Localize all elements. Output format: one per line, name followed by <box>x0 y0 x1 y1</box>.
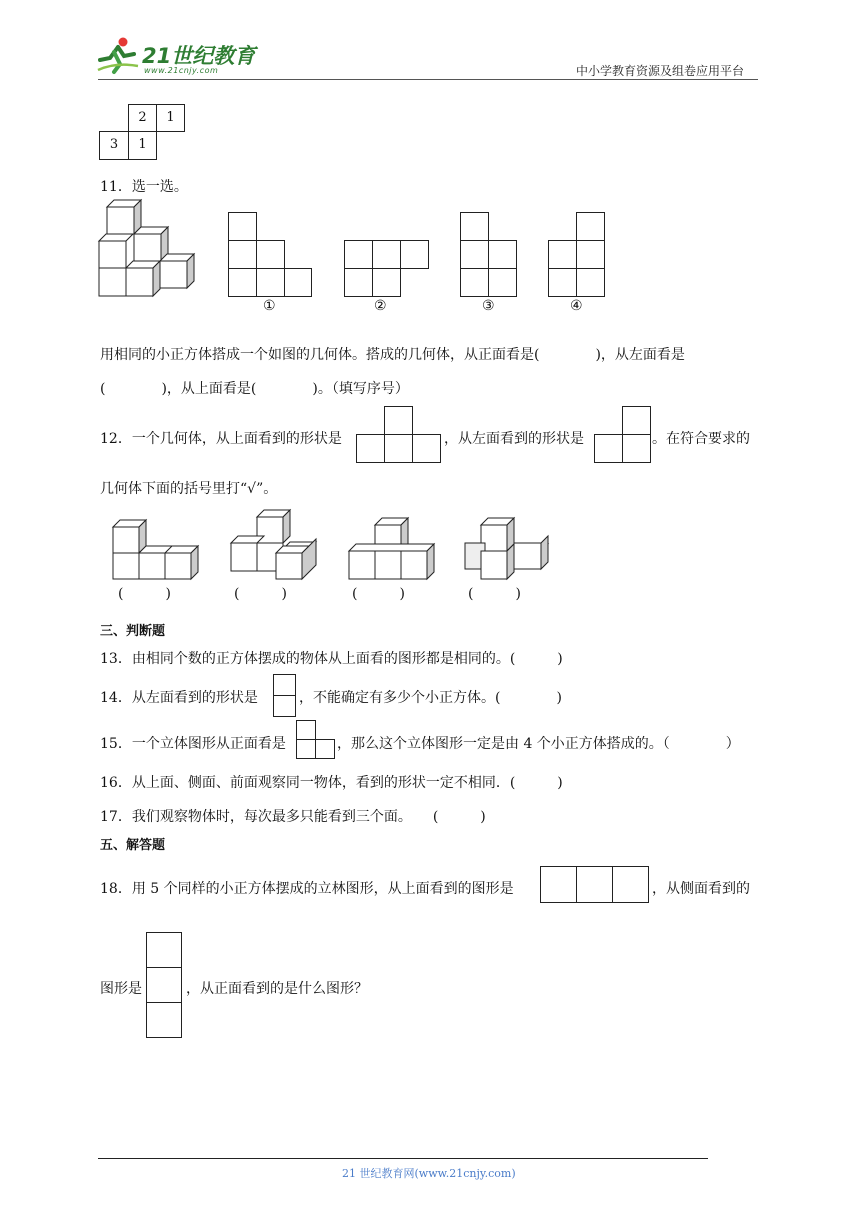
q11-question-line2: ( )，从上面看是( )。（填写序号） <box>100 381 409 397</box>
q14-left-view-figure <box>273 674 297 718</box>
q12-text-part1: 12．一个几何体，从上面看到的形状是 <box>100 431 342 447</box>
grid-cell: 2 <box>128 104 157 132</box>
q15-text-part2: ，那么这个立体图形一定是由 4 个小正方体搭成的。（ ） <box>337 736 740 752</box>
grid-cell: 3 <box>99 131 129 160</box>
option-label: ③ <box>482 298 495 314</box>
runner-logo-icon <box>96 36 140 74</box>
platform-name: 中小学教育资源及组卷应用平台 <box>576 64 745 78</box>
q17-text: 17．我们观察物体时，每次最多只能看到三个面。 ( ) <box>100 809 486 825</box>
q12-option-c-figure <box>348 517 440 581</box>
answer-bracket[interactable]: ( ) <box>352 586 405 602</box>
logo-title: 21世纪教育 <box>142 44 256 68</box>
logo-url: www.21cnjy.com <box>144 66 219 75</box>
q12-left-view-figure <box>594 406 652 464</box>
q18-text-part2: ，从侧面看到的 <box>652 881 750 897</box>
q18-text-line2b: ，从正面看到的是什么图形？ <box>186 981 368 997</box>
q11-option-2-view <box>344 240 430 298</box>
q13-text: 13．由相同个数的正方体摆成的物体从上面看的图形都是相同的。( ) <box>100 651 563 667</box>
q12-option-d-figure <box>464 517 556 581</box>
q14-text-part2: ，不能确定有多少个小正方体。( ) <box>299 690 562 706</box>
grid-cell: 1 <box>156 104 185 132</box>
q18-side-view-figure <box>146 932 184 1040</box>
answer-bracket[interactable]: ( ) <box>234 586 287 602</box>
q11-option-3-view <box>460 212 518 298</box>
q14-text-part1: 14．从左面看到的形状是 <box>100 690 258 706</box>
q11-option-1-view <box>228 212 312 298</box>
q18-text-line2a: 图形是 <box>100 981 142 997</box>
q12-option-a-figure <box>112 518 204 582</box>
answer-bracket[interactable]: ( ) <box>118 586 171 602</box>
option-label: ① <box>263 298 276 314</box>
q12-text-part3: 。在符合要求的 <box>652 431 750 447</box>
option-label: ④ <box>570 298 583 314</box>
footer-link[interactable]: 21 世纪教育网(www.21cnjy.com) <box>342 1167 516 1180</box>
option-label: ② <box>374 298 387 314</box>
q11-cube-stack-figure <box>98 198 198 298</box>
q15-text-part1: 15．一个立体图形从正面看是 <box>100 736 286 752</box>
q18-top-view-figure <box>540 866 650 904</box>
footer-divider <box>98 1158 708 1159</box>
grid-cell: 1 <box>128 131 157 160</box>
header-divider <box>98 79 758 80</box>
q16-text: 16．从上面、侧面、前面观察同一物体，看到的形状一定不相同．( ) <box>100 775 563 791</box>
q12-option-b-figure <box>230 509 322 581</box>
q12-top-view-figure <box>356 406 442 464</box>
q11-question-line1: 用相同的小正方体搭成一个如图的几何体。搭成的几何体，从正面看是( )，从左面看是 <box>100 347 685 363</box>
q15-front-view-figure <box>296 720 336 760</box>
answer-bracket[interactable]: ( ) <box>468 586 521 602</box>
section-heading: 五、解答题 <box>100 838 166 853</box>
q11-title: 11．选一选。 <box>100 179 188 195</box>
section-heading: 三、判断题 <box>100 624 166 639</box>
q11-option-4-view <box>548 212 606 298</box>
q12-text-line2: 几何体下面的括号里打“√”。 <box>100 481 278 497</box>
q18-text-part1: 18．用 5 个同样的小正方体摆成的立林图形，从上面看到的图形是 <box>100 881 514 897</box>
q12-text-part2: ，从左面看到的形状是 <box>444 431 584 447</box>
